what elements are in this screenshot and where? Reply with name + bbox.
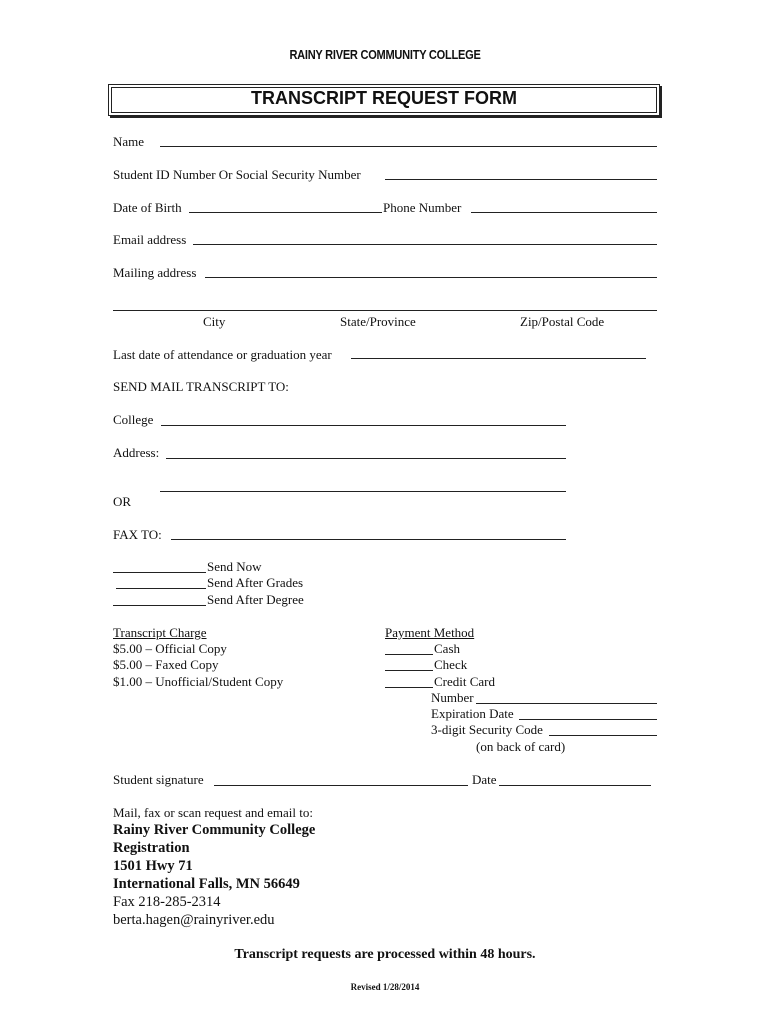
send-now-checkline[interactable]: [113, 572, 206, 573]
send-after-degree-label: Send After Degree: [207, 592, 304, 607]
security-code-field[interactable]: [549, 735, 657, 736]
mailing-address-field[interactable]: [205, 277, 657, 278]
processing-note: Transcript requests are processed within 48 hours.: [234, 947, 536, 962]
cash-checkline[interactable]: [385, 654, 433, 655]
charge-unofficial: $1.00 – Unofficial/Student Copy: [113, 674, 284, 689]
form-title: TRANSCRIPT REQUEST FORM: [250, 88, 517, 108]
fax-field[interactable]: [171, 539, 566, 540]
check-checkline[interactable]: [385, 670, 433, 671]
address-label: Address:: [113, 445, 160, 460]
address-field-2[interactable]: [160, 491, 566, 492]
address-field[interactable]: [166, 458, 566, 459]
state-label: State/Province: [340, 314, 416, 329]
or-label: OR: [113, 494, 132, 509]
card-number-label: Number: [431, 690, 474, 705]
mailing-line-street: 1501 Hwy 71: [113, 858, 193, 874]
name-label: Name: [113, 134, 145, 149]
mailing-email[interactable]: berta.hagen@rainyriver.edu: [113, 912, 275, 928]
payment-method-heading: Payment Method: [385, 625, 475, 640]
expiration-label: Expiration Date: [431, 706, 514, 721]
credit-card-checkline[interactable]: [385, 687, 433, 688]
send-mail-heading: SEND MAIL TRANSCRIPT TO:: [113, 379, 289, 394]
phone-field[interactable]: [471, 212, 657, 213]
charge-faxed: $5.00 – Faxed Copy: [113, 657, 219, 672]
signature-field[interactable]: [214, 785, 468, 786]
city-label: City: [203, 314, 226, 329]
card-number-field[interactable]: [476, 703, 657, 704]
name-field[interactable]: [160, 146, 657, 147]
security-code-note: (on back of card): [476, 739, 566, 754]
mailing-fax: Fax 218-285-2314: [113, 894, 221, 910]
send-after-grades-checkline[interactable]: [116, 588, 206, 589]
phone-label: Phone Number: [383, 200, 462, 215]
mailing-address-label: Mailing address: [113, 265, 197, 280]
security-code-label: 3-digit Security Code: [431, 722, 543, 737]
last-date-field[interactable]: [351, 358, 646, 359]
email-label: Email address: [113, 232, 187, 247]
charge-official: $5.00 – Official Copy: [113, 641, 227, 656]
cash-label: Cash: [434, 641, 460, 656]
city-state-zip-field[interactable]: [113, 310, 657, 311]
signature-label: Student signature: [113, 772, 204, 787]
expiration-field[interactable]: [519, 719, 657, 720]
fax-label: FAX TO:: [113, 527, 162, 542]
mailing-line-college: Rainy River Community College: [113, 822, 316, 838]
email-field[interactable]: [193, 244, 657, 245]
transcript-charge-heading: Transcript Charge: [113, 625, 207, 640]
dob-field[interactable]: [189, 212, 382, 213]
check-label: Check: [434, 657, 468, 672]
signature-date-label: Date: [472, 772, 497, 787]
form-title-box: [108, 84, 660, 116]
college-field[interactable]: [161, 425, 566, 426]
signature-date-field[interactable]: [499, 785, 651, 786]
credit-card-label: Credit Card: [434, 674, 496, 689]
student-id-label: Student ID Number Or Social Security Number: [113, 167, 361, 182]
last-date-label: Last date of attendance or graduation year: [113, 347, 332, 362]
zip-label: Zip/Postal Code: [520, 314, 605, 329]
send-after-grades-label: Send After Grades: [207, 575, 304, 590]
send-after-degree-checkline[interactable]: [113, 605, 206, 606]
mailing-line-city: International Falls, MN 56649: [113, 876, 300, 892]
dob-label: Date of Birth: [113, 200, 182, 215]
revised-date: Revised 1/28/2014: [350, 982, 420, 992]
college-label: College: [113, 412, 154, 427]
college-name: RAINY RIVER COMMUNITY COLLEGE: [289, 47, 481, 62]
mailing-line-registration: Registration: [113, 840, 190, 856]
student-id-field[interactable]: [385, 179, 657, 180]
send-now-label: Send Now: [207, 559, 262, 574]
mailing-intro: Mail, fax or scan request and email to:: [113, 805, 313, 820]
